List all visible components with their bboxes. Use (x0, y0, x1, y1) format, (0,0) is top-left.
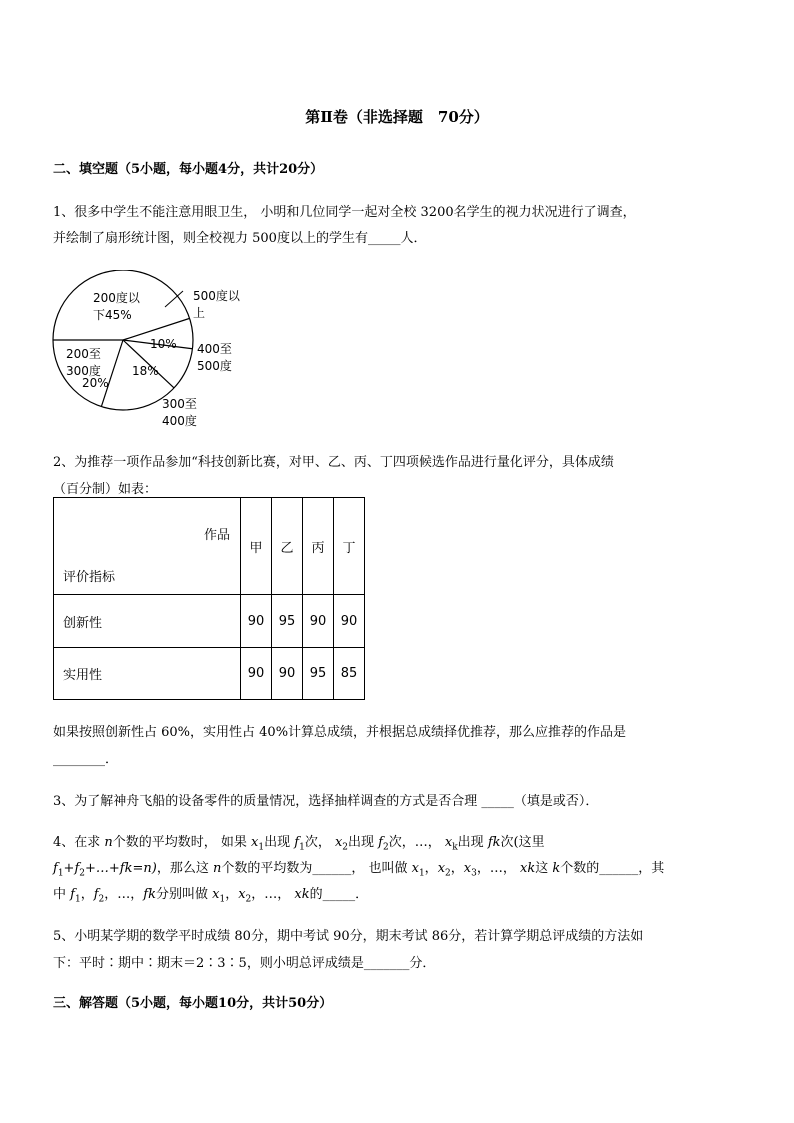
q4-text: 个数的______，其 (560, 861, 665, 876)
q4-text: 次， (304, 835, 335, 850)
q4-sub: 2 (445, 868, 451, 879)
q4-text: 的_____． (309, 887, 369, 902)
label-200-300-3: 20% (82, 376, 109, 390)
q4-sub: 2 (342, 842, 349, 853)
q4-var: xk (520, 861, 536, 876)
q4-var: k (552, 861, 561, 876)
q4-sub: 3 (471, 868, 477, 879)
table-corner-cell (54, 498, 241, 595)
q4-text: 分别叫做 (155, 887, 213, 902)
table-cell: 90 (241, 595, 272, 648)
table-row (54, 648, 365, 700)
q4-var: x (334, 835, 343, 850)
q4-sub: 1 (219, 894, 226, 905)
q4-sub: 1 (258, 842, 265, 853)
q4-var: x (411, 861, 419, 876)
q4-var: f (378, 835, 383, 850)
question-2-after-2: ________． (53, 752, 119, 767)
column-header: 丙 (303, 498, 334, 595)
q4-var: x (212, 887, 220, 902)
section-2-heading: 二、填空题（5小题，每小题4分，共计20分） (53, 162, 324, 177)
column-header: 丁 (334, 498, 365, 595)
q4-sub: 2 (79, 868, 85, 879)
question-4-line-3 (53, 883, 368, 905)
q4-sub: 1 (57, 868, 64, 879)
label-400-500-2: 500度 (197, 359, 232, 373)
label-18-percent: 18% (132, 364, 159, 378)
label-500-above-1: 500度以 (193, 289, 240, 303)
table-cell: 85 (334, 648, 365, 700)
q4-var: +…+fk=n) (85, 861, 157, 876)
row-label: 创新性 (54, 595, 241, 648)
q4-text: 次(这里 (500, 835, 545, 850)
q4-var: xk (294, 887, 310, 902)
question-2-after-1: 如果按照创新性占 60%，实用性占 40%计算总成绩，并根据总成绩择优推荐，那么应推荐的作品是 (53, 725, 627, 740)
question-4-line-2 (53, 857, 664, 879)
score-table (53, 497, 365, 700)
question-1-line-2: 并绘制了扇形统计图，则全校视力 500度以上的学生有_____人． (53, 231, 427, 246)
question-1-line-1: 1、很多中学生不能注意用眼卫生， 小明和几位同学一起对全校 3200名学生的视力状况进行了调查， (53, 205, 636, 220)
table-cell: 90 (272, 648, 303, 700)
q4-sub: 2 (98, 894, 105, 905)
q4-var: x (444, 835, 453, 850)
q4-text: ，…， (104, 887, 144, 902)
q4-text: ， (424, 861, 438, 876)
question-2-line-1: 2、为推荐一项作品参加“科技创新比赛，对甲、乙、丙、丁四项候选作品进行量化评分，具体成绩 (53, 455, 614, 470)
q4-text: ， (225, 887, 239, 902)
q4-text: ， (450, 861, 464, 876)
table-cell: 90 (303, 595, 334, 648)
q4-var: n (104, 835, 113, 850)
page-title: 第Ⅱ卷（非选择题 70分） (305, 108, 489, 126)
table-cell: 95 (303, 648, 334, 700)
q4-sub: 2 (245, 894, 252, 905)
q4-sub: 1 (418, 868, 425, 879)
q4-var: f (70, 887, 75, 902)
q4-text: 个数的平均数为______， 也叫做 (221, 861, 412, 876)
q4-text: 出现 (457, 835, 488, 850)
question-5-line-2: 下：平时∶期中∶期末＝2∶3∶5，则小明总评成绩是_______分． (53, 956, 436, 971)
label-300-400-1: 300至 (162, 397, 197, 411)
label-10-percent: 10% (150, 337, 177, 351)
q4-text: 4、在求 (53, 835, 105, 850)
q4-var: x (251, 835, 259, 850)
q4-text: 次，…， (388, 835, 445, 850)
table-header-row (54, 498, 365, 595)
q4-var: x (238, 887, 246, 902)
q4-text: 中 (53, 887, 71, 902)
q4-text: 这 (535, 861, 553, 876)
label-200-300-2: 300度 (66, 364, 101, 378)
q4-text: ，…， (251, 887, 295, 902)
q4-sub: 1 (74, 894, 81, 905)
q4-var: x (437, 861, 446, 876)
q4-text: ， (80, 887, 94, 902)
q4-var: +f (63, 861, 80, 876)
q4-sub: k (452, 842, 458, 853)
question-3: 3、为了解神舟飞船的设备零件的质量情况，选择抽样调查的方式是否合理 _____（填是或否）． (53, 794, 599, 809)
question-4-line-1 (53, 831, 545, 853)
table-cell: 90 (241, 648, 272, 700)
q4-text: 出现 (348, 835, 379, 850)
column-header: 甲 (241, 498, 272, 595)
question-5-line-1: 5、小明某学期的数学平时成绩 80分，期中考试 90分，期末考试 86分，若计算学期总评成绩的方法如 (53, 929, 644, 944)
q4-var: f (294, 835, 300, 850)
q4-var: fk (143, 887, 156, 902)
label-400-500-1: 400至 (197, 342, 232, 356)
q4-text: ，…， (476, 861, 520, 876)
q4-text: ，那么这 (156, 861, 213, 876)
q4-sub: 1 (299, 842, 305, 853)
question-2-line-2: （百分制）如表： (53, 482, 158, 497)
q4-var: f (53, 861, 58, 876)
label-500-above-2: 上 (193, 306, 206, 320)
header-criteria: 评价指标 (63, 570, 116, 585)
q4-var: f (93, 887, 99, 902)
q4-var: x (463, 861, 472, 876)
label-200-below-1: 200度以 (93, 291, 140, 305)
row-label: 实用性 (54, 648, 241, 700)
section-3-heading: 三、解答题（5小题，每小题10分，共计50分） (53, 996, 333, 1011)
label-300-400-2: 400度 (162, 414, 197, 428)
q4-text: 个数的平均数时， 如果 (112, 835, 252, 850)
q4-var: fk (487, 835, 501, 850)
table-row (54, 595, 365, 648)
q4-sub: 2 (382, 842, 389, 853)
label-200-below-2: 下45% (93, 308, 132, 322)
label-200-300-1: 200至 (66, 347, 101, 361)
q4-var: n (212, 861, 222, 876)
header-works: 作品 (203, 528, 230, 543)
column-header: 乙 (272, 498, 303, 595)
q4-text: 出现 (264, 835, 295, 850)
table-cell: 95 (272, 595, 303, 648)
table-cell: 90 (334, 595, 365, 648)
